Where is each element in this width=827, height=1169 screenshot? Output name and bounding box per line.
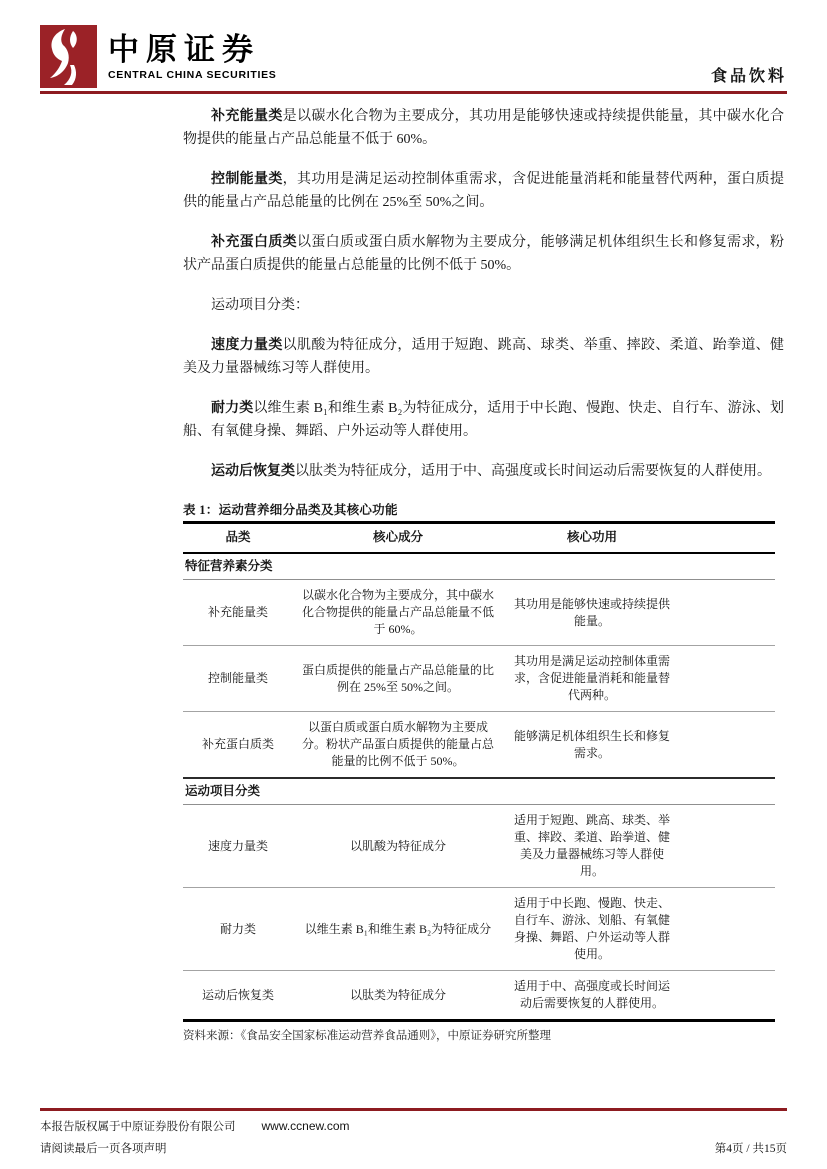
cell-function: 能够满足机体组织生长和修复需求。	[513, 728, 670, 760]
section-row	[183, 553, 775, 580]
col-header-core-function: 核心功用	[566, 530, 617, 544]
cell-function: 其功用是能够快速或持续提供能量。	[513, 596, 670, 628]
cell-category: 补充能量类	[207, 605, 268, 619]
paragraph-text: ，其功用是满足运动控制体重需求，含促进能量消耗和能量替代两种，蛋白质提供的能量占产品总能量的比例在 25%至 50%之间。	[183, 172, 785, 210]
paragraph-lead: 补充蛋白质类	[211, 235, 297, 250]
cell-function: 适用于短跑、跳高、球类、举重、摔跤、柔道、跆拳道、健美及力量器械练习等人群使用。	[513, 813, 670, 878]
copyright-text: 本报告版权属于中原证券股份有限公司	[40, 1121, 236, 1133]
logo-brush-icon	[40, 25, 97, 88]
table-row	[183, 888, 775, 971]
report-body	[183, 105, 784, 1043]
table-block	[183, 500, 775, 1043]
cell-ingredient: 以肽类为特征成分	[349, 987, 446, 1002]
paragraph	[183, 294, 784, 317]
page-footer	[40, 1108, 787, 1156]
table-header-row	[183, 523, 775, 554]
paragraph	[183, 334, 784, 380]
cell-category: 速度力量类	[207, 838, 268, 853]
col-header-category: 品类	[225, 530, 251, 544]
cell-category: 控制能量类	[207, 671, 268, 685]
section-label: 运动项目分类	[185, 784, 261, 798]
paragraph-lead: 耐力类	[211, 401, 254, 416]
table-row	[183, 646, 775, 712]
footer-copyright-row	[40, 1118, 787, 1134]
cell-category: 运动后恢复类	[201, 987, 274, 1002]
cell-ingredient: 以维生素 B₁和维生素 B₂为特征成分	[304, 921, 492, 936]
cell-function: 适用于中、高强度或长时间运动后需要恢复的人群使用。	[513, 979, 670, 1010]
paragraph-text: 运动项目分类：	[211, 298, 309, 313]
table-row	[183, 580, 775, 646]
paragraph	[183, 397, 784, 443]
cell-category: 补充蛋白质类	[201, 737, 274, 751]
table-row	[183, 805, 775, 888]
paragraph-text: 是以碳水化合物为主要成分，其功用是能够快速或持续提供能量，其中碳水化合物提供的能量占产品总能量不低于 60%。	[183, 109, 785, 147]
paragraph-lead: 运动后恢复类	[211, 464, 295, 479]
paragraph-lead: 速度力量类	[211, 338, 283, 353]
paragraph	[183, 168, 784, 214]
paragraph-text: 以蛋白质或蛋白质水解物为主要成分，能够满足机体组织生长和修复需求，粉状产品蛋白质提供的能量占总能量的比例不低于 50%。	[183, 235, 784, 273]
logo-text	[108, 25, 276, 81]
paragraph-lead: 补充能量类	[211, 109, 283, 124]
cell-ingredient: 蛋白质提供的能量占产品总能量的比例在 25%至 50%之间。	[301, 662, 494, 694]
table-row	[183, 712, 775, 779]
paragraph	[183, 105, 784, 151]
company-url-link[interactable]: www.ccnew.com	[261, 1119, 350, 1133]
paragraph	[183, 231, 784, 277]
paragraph-text: 以肌酸为特征成分，适用于短跑、跳高、球类、举重、摔跤、柔道、跆拳道、健美及力量器械练习等人群使用。	[183, 338, 785, 376]
paragraph	[183, 460, 784, 483]
paragraph-lead: 控制能量类	[211, 172, 283, 187]
cell-category: 耐力类	[219, 921, 256, 936]
col-header-core-ingredient: 核心成分	[372, 530, 423, 544]
logo-chinese-name: 中原证券	[108, 32, 260, 67]
page-number: 第4页 / 共15页	[714, 1143, 787, 1155]
table-title: 表 1：运动营养细分品类及其核心功能	[183, 503, 398, 517]
paragraph-text: 以肽类为特征成分，适用于中、高强度或长时间运动后需要恢复的人群使用。	[295, 464, 771, 479]
cell-ingredient: 以蛋白质或蛋白质水解物为主要成分。粉状产品蛋白质提供的能量占总能量的比例不低于 50%。	[301, 720, 494, 768]
cell-function: 适用于中长跑、慢跑、快走、自行车、游泳、划船、有氧健身操、舞蹈、户外运动等人群使用。	[513, 896, 670, 961]
cell-ingredient: 以碳水化合物为主要成分，其中碳水化合物提供的能量占产品总能量不低于 60%。	[301, 588, 494, 636]
nutrition-category-table	[183, 521, 775, 1022]
cell-function: 其功用是满足运动控制体重需求，含促进能量消耗和能量替代两种。	[513, 654, 670, 702]
sector-label: 食品饮料	[710, 68, 787, 85]
cell-ingredient: 以肌酸为特征成分	[349, 838, 446, 853]
source-note: 资料来源：《食品安全国家标准运动营养食品通则》，中原证券研究所整理	[183, 1030, 551, 1042]
company-logo	[40, 25, 276, 88]
section-row	[183, 778, 775, 805]
logo-english-name: CENTRAL CHINA SECURITIES	[108, 69, 277, 81]
paragraph-text: 以维生素 B₁和维生素 B₂为特征成分，适用于中长跑、慢跑、快走、自行车、游泳、划船、有氧健身操、舞蹈、户外运动等人群使用。	[183, 401, 785, 439]
footer-disclaimer-row	[40, 1140, 787, 1156]
disclaimer-text: 请阅读最后一页各项声明	[40, 1143, 167, 1155]
footer-rule	[40, 1108, 787, 1111]
section-label: 特征营养素分类	[185, 559, 273, 573]
page-header	[40, 0, 787, 88]
header-rule	[40, 91, 787, 94]
table-row	[183, 971, 775, 1021]
